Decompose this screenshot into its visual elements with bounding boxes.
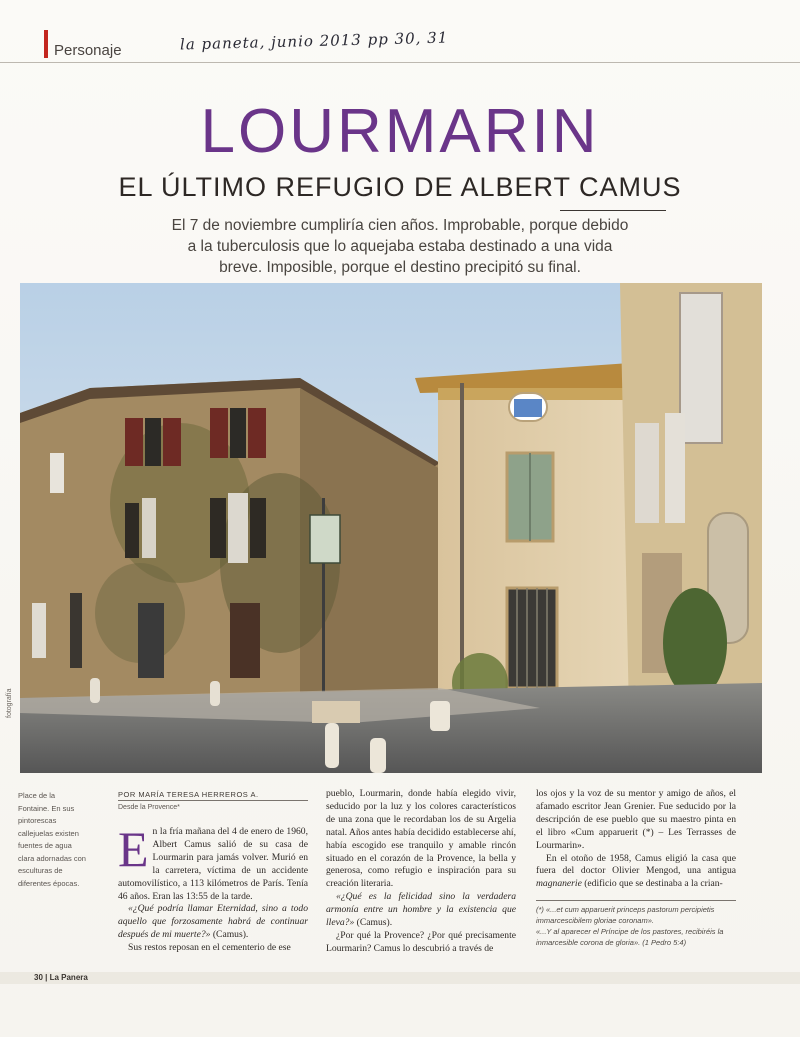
- header-rule: [0, 62, 800, 63]
- article-intro: El 7 de noviembre cumpliría cien años. Improbable, porque debido a la tuberculosis que lo aquejaba estaba destinado a una vida breve. Imposible, porque el destino precipitó su final.: [171, 217, 629, 276]
- photo-credit: fotografía: [6, 688, 13, 718]
- quote-attribution: (Camus).: [210, 929, 249, 941]
- page-folio: 30 | La Panera: [34, 973, 88, 982]
- body-column-2: [326, 788, 516, 956]
- quote-attribution: (Camus).: [354, 917, 393, 929]
- camus-quote: «¿Qué es la felicidad sino la verdadera armonía entre un hombre y la existencia que lleva?»: [326, 891, 516, 929]
- paragraph: los ojos y la voz de su mentor y amigo de años, el afamado escritor Jean Grenier. Fue seducido por la descripción de ese pueblo que su maestro pinta en el libro «Cum apparuerit (*) – Les Terrasses de Lourmarin».: [536, 788, 736, 851]
- section-marker: [44, 30, 48, 58]
- footnote-rule: [536, 900, 736, 901]
- footer-bar: [0, 972, 800, 984]
- byline-author: POR MARÍA TERESA HERREROS A.: [118, 790, 259, 799]
- body-column-1: [118, 821, 308, 955]
- paragraph: En el otoño de 1958, Camus eligió la casa que fuera del doctor Olivier Mengod, una antigua: [536, 852, 736, 877]
- italic-term: magnanerie: [536, 878, 582, 890]
- article-subtitle: EL ÚLTIMO REFUGIO DE ALBERT CAMUS: [118, 172, 682, 202]
- paragraph: Sus restos reposan en el cementerio de ese: [128, 942, 291, 954]
- paragraph: pueblo, Lourmarin, donde había elegido vivir, seducido por la luz y los colores característicos de una zona que le recordaban los de su Argelia natal. Años antes había decidido establecerse ahí, había escogido ese tranquilo y amable rincón situado en el corazón de la Provence, la bella y generosa, como refugio e inspiración para su creación literaria.: [326, 788, 516, 890]
- village-photo: [20, 283, 762, 773]
- paragraph-end: (edificio que se destinaba a la crian-: [581, 878, 723, 890]
- footnote: [536, 904, 736, 948]
- footnote-line: «...Y al aparecer el Príncipe de los pastores, recibiréis la inmarcesible corona de gloria». (1 Pedro 5:4): [536, 927, 724, 947]
- street-sign: [310, 515, 340, 563]
- subtitle-underline: [560, 210, 666, 211]
- photo-caption: Place de la Fontaine. En sus pintorescas callejuelas existen fuentes de agua clara adornadas con esculturas de diferentes épocas.: [18, 791, 86, 888]
- paragraph: ¿Por qué la Provence? ¿Por qué precisamente Lourmarin? Camus lo descubrió a través de: [326, 929, 516, 954]
- drop-cap: E: [118, 821, 149, 877]
- byline-rule: [118, 800, 308, 801]
- byline-place: Desde la Provence*: [118, 804, 180, 811]
- article-title: LOURMARIN: [200, 97, 600, 166]
- section-label: Personaje: [54, 42, 122, 59]
- camus-quote: «¿Qué podría llamar Eternidad, sino a todo aquello que forzosamente habrá de continuar después de mi muerte?»: [118, 903, 308, 941]
- body-column-3: [536, 788, 736, 891]
- paragraph: n la fría mañana del 4 de enero de 1960, Albert Camus salió de su casa de Lourmarin para jamás volver. Murió en la carretera, víctima de un accidente automovilístico, a 113 kilómetros de París. Tenía 46 años. Eran las 13:55 de la tarde.: [118, 826, 308, 902]
- handwritten-note: la paneta, junio 2013 pp 30, 31: [179, 28, 449, 54]
- footnote-line: (*) «...et cum apparuerit princeps pastorum percipietis immarcescibilem gloriae coronam».: [536, 905, 715, 925]
